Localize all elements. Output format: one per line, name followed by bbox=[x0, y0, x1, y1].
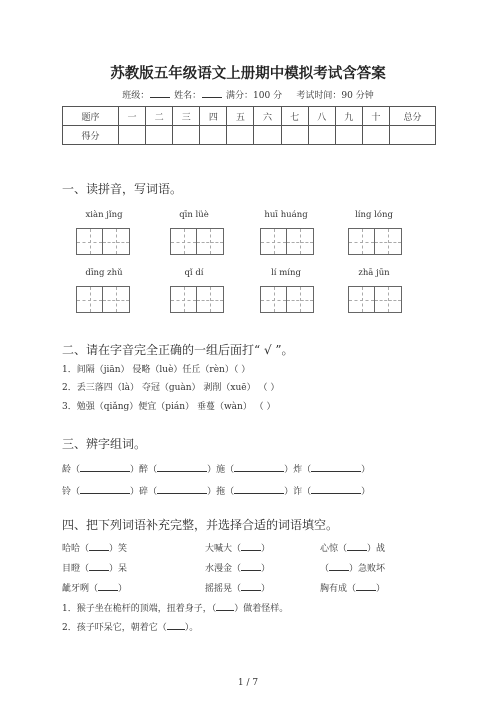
section-1-heading: 一、读拼音，写词语。 bbox=[62, 182, 183, 196]
header-cell: 一 bbox=[119, 107, 146, 126]
pinyin-label: huī huáng bbox=[264, 210, 308, 220]
writing-grid[interactable] bbox=[76, 286, 130, 313]
header-cell: 二 bbox=[146, 107, 173, 126]
name-label: 姓名： bbox=[174, 91, 202, 101]
section-2-heading: 二、请在字音完全正确的一组后面打“ √ ”。 bbox=[62, 343, 294, 357]
idiom-item: 龇牙咧（ ） bbox=[62, 581, 127, 594]
answer-blank[interactable] bbox=[329, 561, 349, 571]
idiom-item: 水漫金（ ） bbox=[205, 561, 270, 574]
writing-grid[interactable] bbox=[170, 286, 224, 313]
score-cell[interactable] bbox=[281, 126, 308, 145]
score-cell[interactable] bbox=[146, 126, 173, 145]
header-cell: 十 bbox=[362, 107, 389, 126]
header-cell: 七 bbox=[281, 107, 308, 126]
exam-info bbox=[0, 88, 496, 101]
score-cell[interactable] bbox=[335, 126, 362, 145]
idiom-item: 摇摇晃（ ） bbox=[205, 581, 270, 594]
pinyin-label: qīn lüè bbox=[179, 210, 209, 220]
name-blank bbox=[202, 89, 222, 98]
fill-sentence: 2．孩子吓呆它，朝着它（ ）。 bbox=[62, 620, 198, 633]
header-cell: 六 bbox=[254, 107, 281, 126]
pinyin-label: qǐ dí bbox=[184, 268, 204, 278]
answer-blank[interactable] bbox=[157, 462, 207, 472]
score-cell[interactable] bbox=[254, 126, 281, 145]
page-title: 苏教版五年级语文上册期中模拟考试含答案 bbox=[110, 65, 386, 82]
header-cell: 四 bbox=[200, 107, 227, 126]
pinyin-label: lí míng bbox=[271, 268, 301, 278]
answer-blank[interactable] bbox=[241, 561, 261, 571]
pinyin-label: zhā jūn bbox=[358, 268, 390, 278]
answer-blank[interactable] bbox=[241, 541, 261, 551]
class-label: 班级： bbox=[122, 91, 150, 101]
score-cell[interactable] bbox=[200, 126, 227, 145]
writing-grid[interactable] bbox=[260, 286, 314, 313]
answer-blank[interactable] bbox=[89, 541, 109, 551]
header-cell: 三 bbox=[173, 107, 200, 126]
score-cell[interactable] bbox=[227, 126, 254, 145]
pinyin-label: líng lóng bbox=[355, 210, 393, 220]
header-cell: 总分 bbox=[390, 107, 436, 126]
row-label: 得分 bbox=[63, 126, 119, 145]
score-cell[interactable] bbox=[390, 126, 436, 145]
pinyin-label: xiàn jǐng bbox=[85, 210, 123, 220]
answer-blank[interactable] bbox=[80, 484, 130, 494]
header-cell: 题序 bbox=[63, 107, 119, 126]
writing-grid[interactable] bbox=[76, 228, 130, 255]
writing-grid[interactable] bbox=[170, 228, 224, 255]
idiom-item: 大喊大（ ） bbox=[205, 541, 270, 554]
answer-blank[interactable] bbox=[80, 462, 130, 472]
writing-grid[interactable] bbox=[348, 228, 402, 255]
writing-grid[interactable] bbox=[348, 286, 402, 313]
answer-blank[interactable] bbox=[311, 484, 361, 494]
answer-blank[interactable] bbox=[216, 601, 234, 611]
header-cell: 五 bbox=[227, 107, 254, 126]
score-cell[interactable] bbox=[173, 126, 200, 145]
time-label: 考试时间：90 分钟 bbox=[296, 91, 374, 101]
section-4-heading: 四、把下列词语补充完整，并选择合适的词语填空。 bbox=[62, 518, 339, 532]
header-cell: 九 bbox=[335, 107, 362, 126]
idiom-item: 目瞪（ ）呆 bbox=[62, 561, 127, 574]
answer-blank[interactable] bbox=[311, 462, 361, 472]
header-cell: 八 bbox=[308, 107, 335, 126]
answer-blank[interactable] bbox=[167, 620, 185, 630]
class-blank bbox=[150, 89, 170, 98]
fill-sentence: 1．猴子坐在桅杆的顶端，扭着身子，（ ）做着怪样。 bbox=[62, 601, 288, 614]
answer-blank[interactable] bbox=[89, 561, 109, 571]
idiom-item: 哈哈（ ）笑 bbox=[62, 541, 127, 554]
page-number: 1 / 7 bbox=[237, 678, 259, 688]
idiom-item: （ ）急败坏 bbox=[320, 561, 385, 574]
score-table-row bbox=[63, 126, 436, 145]
idiom-item: 胸有成（ ） bbox=[320, 581, 385, 594]
answer-blank[interactable] bbox=[234, 484, 284, 494]
choice-item: 2．丢三落四（là） 夺冠（guàn） 剥削（xuē） （ ） bbox=[62, 383, 280, 393]
score-label: 满分：100 分 bbox=[226, 91, 283, 101]
answer-blank[interactable] bbox=[356, 581, 376, 591]
pinyin-label: dīng zhǔ bbox=[85, 268, 123, 278]
choice-item: 1．间隔（jiān） 侵略（luè）任丘（rèn）（ ） bbox=[62, 365, 251, 375]
score-cell[interactable] bbox=[308, 126, 335, 145]
word-group-row: 铃（ ）碎（ ）拖（ ）诈（ ） bbox=[62, 484, 370, 497]
score-table-header bbox=[63, 107, 436, 126]
idiom-item: 心惊（ ）战 bbox=[320, 541, 385, 554]
section-3-heading: 三、辨字组词。 bbox=[62, 437, 147, 451]
score-table bbox=[62, 106, 436, 145]
answer-blank[interactable] bbox=[234, 462, 284, 472]
score-cell[interactable] bbox=[362, 126, 389, 145]
answer-blank[interactable] bbox=[347, 541, 367, 551]
word-group-row: 龄（ ）醉（ ）施（ ）炸（ ） bbox=[62, 462, 370, 475]
score-cell[interactable] bbox=[119, 126, 146, 145]
choice-item: 3．勉强（qiǎng）便宜（pián） 垂蔓（wàn） （ ） bbox=[62, 402, 276, 412]
answer-blank[interactable] bbox=[98, 581, 118, 591]
writing-grid[interactable] bbox=[260, 228, 314, 255]
answer-blank[interactable] bbox=[241, 581, 261, 591]
answer-blank[interactable] bbox=[157, 484, 207, 494]
